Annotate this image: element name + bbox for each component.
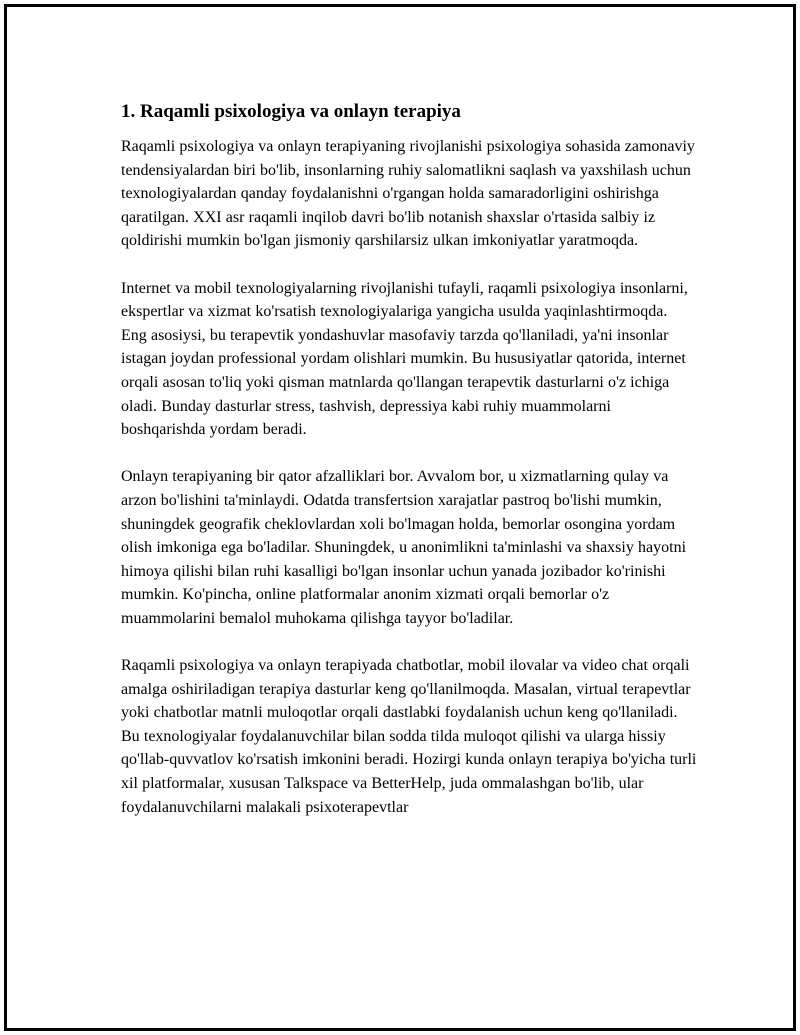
page-frame [4, 4, 796, 1031]
paragraph-4: Raqamli psixologiya va onlayn terapiyada chatbotlar, mobil ilovalar va video chat orqali amalga oshiriladigan terapiya dasturlar keng qo'llanilmoqda. Masalan, virtual terapevtlar yoki chatbotlar matnli muloqotlar orqali dastlabki foydalanish uchun keng qo'llaniladi. Bu texnologiyalar foydalanuvchilar bilan sodda tilda muloqot qilishi va ularga hissiy qo'llab-quvvatlov ko'rsatish imkonini beradi. Hozirgi kunda onlayn terapiya bo'yicha turli xil platformalar, xususan Talkspace va BetterHelp, juda ommalashgan bo'lib, ular foydalanuvchilarni malakali psixoterapevtlar [121, 657, 697, 816]
document-body [121, 99, 697, 843]
paragraph-3: Onlayn terapiyaning bir qator afzalliklari bor. Avvalom bor, u xizmatlarning qulay va arzon bo'lishini ta'minlaydi. Odatda transfertsion xarajatlar pastroq bo'lishi mumkin, shuningdek geografik cheklovlardan xoli bo'lmagan holda, bemorlar osongina yordam olish imkoniga ega bo'ladilar. Shuningdek, u anonimlikni ta'minlashi va shaxsiy hayotni himoya qilishi bilan ruhi kasalligi bo'lgan insonlar uchun yanada jozibador ko'rinishi mumkin. Ko'pincha, online platformalar anonim xizmati orqali bemorlar o'z muammolarini bemalol muhokama qilishga tayyor bo'ladilar. [121, 468, 687, 627]
paragraph-1: Raqamli psixologiya va onlayn terapiyaning rivojlanishi psixologiya sohasida zamonaviy tendensiyalardan biri bo'lib, insonlarning ruhiy salomatlikni saqlash va yaxshilash uchun texnologiyalardan qanday foydalanishni o'rgangan holda samaradorligini oshirishga qaratilgan. XXI asr raqamli inqilob davri bo'lib notanish shaxslar o'rtasida salbiy iz qoldirishi mumkin bo'lgan jismoniy qarshilarsiz ulkan imkoniyatlar yaratmoqda. [121, 138, 695, 250]
paragraph-2: Internet va mobil texnologiyalarning rivojlanishi tufayli, raqamli psixologiya insonlarni, ekspertlar va xizmat ko'rsatish texnologiyalariga yangicha usulda yaqinlashtirmoqda. Eng asosiysi, bu terapevtik yondashuvlar masofaviy tarzda qo'llaniladi, ya'ni insonlar istagan joydan professional yordam olishlari mumkin. Bu hususiyatlar qatorida, internet orqali asosan to'liq yoki qisman matnlarda qo'llangan terapevtik dasturlarni o'z ichiga oladi. Bunday dasturlar stress, tashvish, depressiya kabi ruhiy muammolarni boshqarishda yordam beradi. [121, 279, 688, 439]
section-heading: 1. Raqamli psixologiya va onlayn terapiya [121, 101, 461, 122]
